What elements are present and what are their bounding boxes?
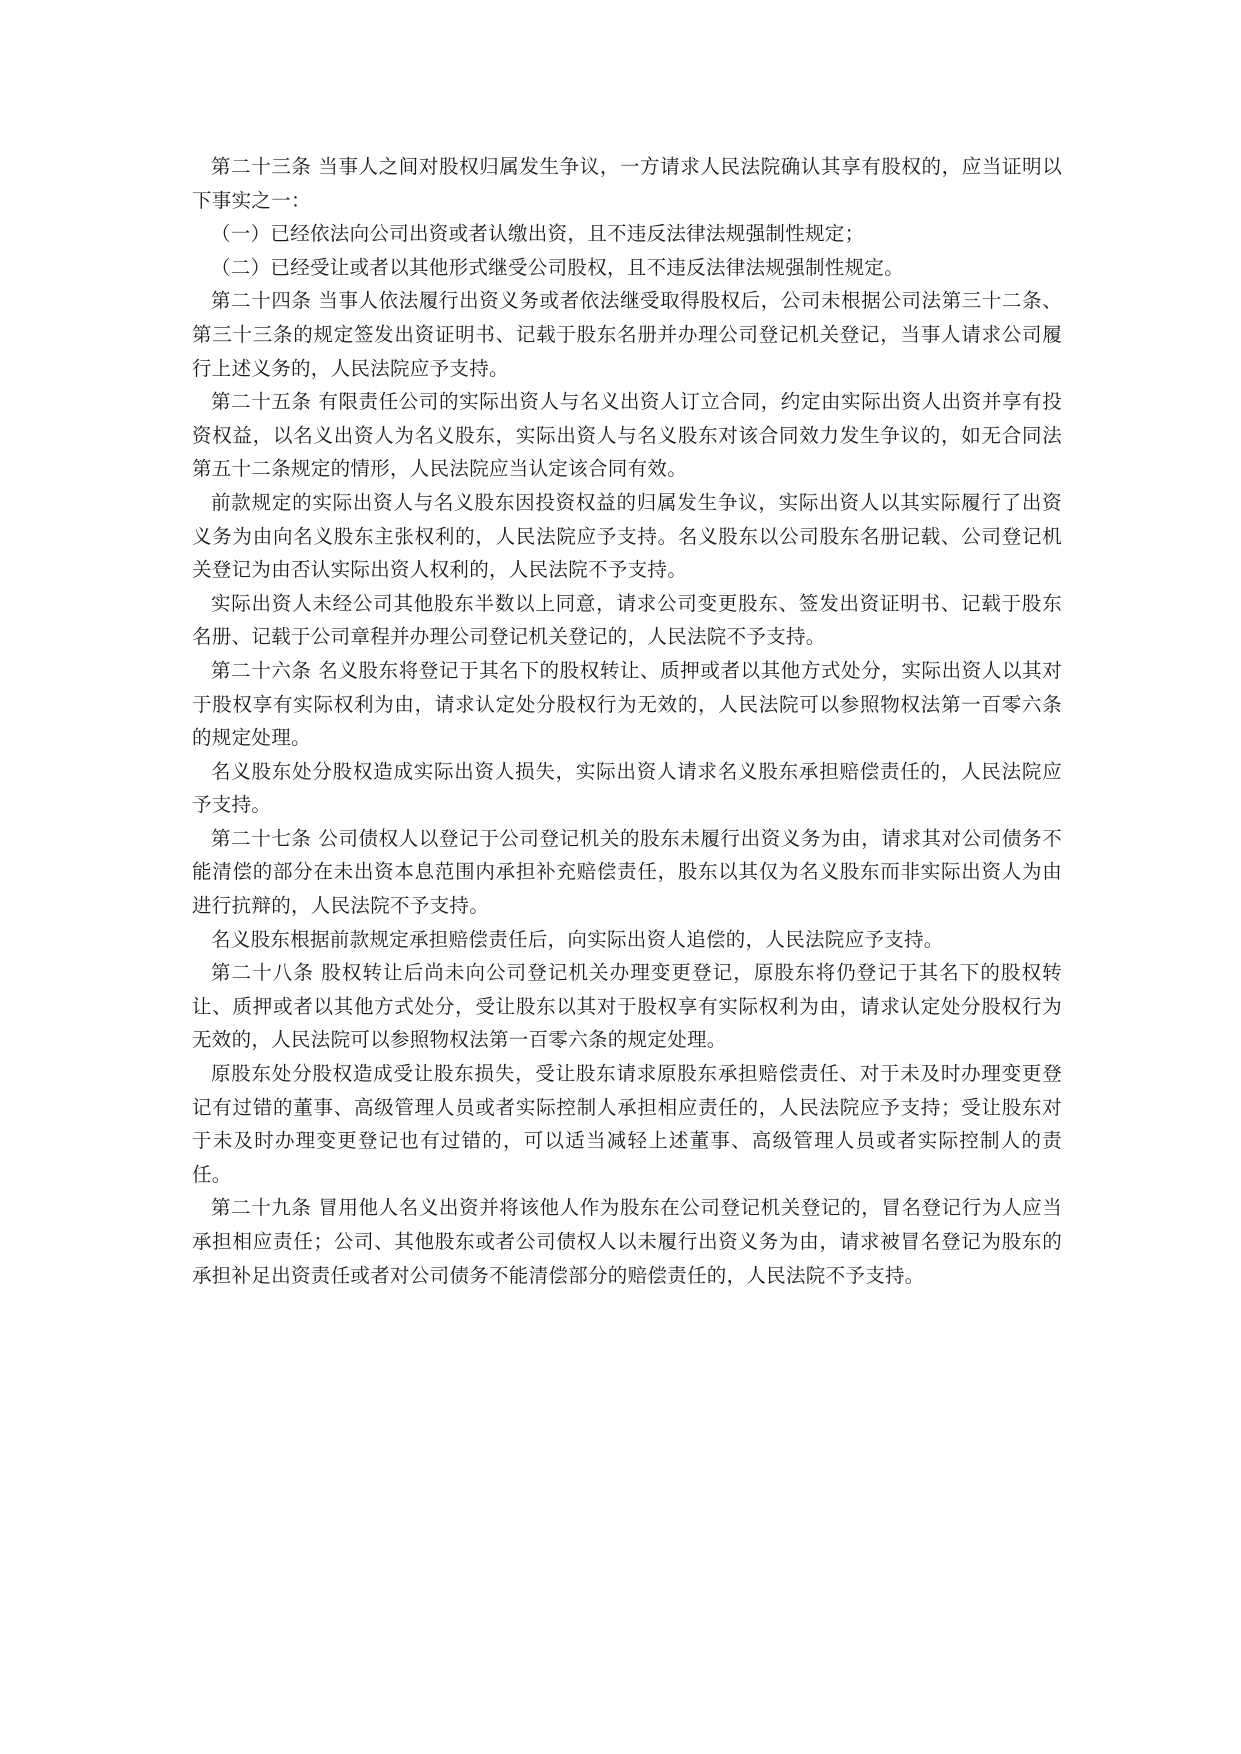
article-23-paragraph: 第二十三条 当事人之间对股权归属发生争议，一方请求人民法院确认其享有股权的，应当证明以下事实之一： [192,155,1062,212]
body-text [192,150,1062,1292]
article-28-paragraph: 第二十八条 股权转让后尚未向公司登记机关办理变更登记，原股东将仍登记于其名下的股权转让、质押或者以其他方式处分，受让股东以其对于股权享有实际权利为由，请求认定处分股权行为无效的，人民法院可以参照物权法第一百零六条的规定处理。 [192,961,1062,1052]
article-25-clause-3: 实际出资人未经公司其他股东半数以上同意，请求公司变更股东、签发出资证明书、记载于股东名册、记载于公司章程并办理公司登记机关登记的，人民法院不予支持。 [192,591,1062,649]
article-26-paragraph: 第二十六条 名义股东将登记于其名下的股权转让、质押或者以其他方式处分，实际出资人以其对于股权享有实际权利为由，请求认定处分股权行为无效的，人民法院可以参照物权法第一百零六条的规定处理。 [192,658,1062,750]
article-23-item-1: （一）已经依法向公司出资或者认缴出资，且不违反法律法规强制性规定； [211,222,865,246]
article-26-clause-2: 名义股东处分股权造成实际出资人损失，实际出资人请求名义股东承担赔偿责任的，人民法院应予支持。 [192,759,1062,817]
article-29-paragraph: 第二十九条 冒用他人名义出资并将该他人作为股东在公司登记机关登记的，冒名登记行为人应当承担相应责任；公司、其他股东或者公司债权人以未履行出资义务为由，请求被冒名登记为股东的承担补足出资责任或者对公司债务不能清偿部分的赔偿责任的，人民法院不予支持。 [192,1196,1062,1287]
article-27-clause-2: 名义股东根据前款规定承担赔偿责任后，向实际出资人追偿的，人民法院应予支持。 [211,927,944,951]
article-25-clause-2: 前款规定的实际出资人与名义股东因投资权益的归属发生争议，实际出资人以其实际履行了出资义务为由向名义股东主张权利的，人民法院应予支持。名义股东以公司股东名册记载、公司登记机关登记为由否认实际出资人权利的，人民法院不予支持。 [192,490,1062,582]
article-27-paragraph: 第二十七条 公司债权人以登记于公司登记机关的股东未履行出资义务为由，请求其对公司债务不能清偿的部分在未出资本息范围内承担补充赔偿责任，股东以其仅为名义股东而非实际出资人为由进行抗辩的，人民法院不予支持。 [192,826,1062,918]
article-24-paragraph: 第二十四条 当事人依法履行出资义务或者依法继受取得股权后，公司未根据公司法第三十二条、第三十三条的规定签发出资证明书、记载于股东名册并办理公司登记机关登记，当事人请求公司履行上述义务的，人民法院应予支持。 [192,289,1062,380]
article-25-paragraph: 第二十五条 有限责任公司的实际出资人与名义出资人订立合同，约定由实际出资人出资并享有投资权益，以名义出资人为名义股东，实际出资人与名义股东对该合同效力发生争议的，如无合同法第五十二条规定的情形，人民法院应当认定该合同有效。 [192,390,1062,481]
article-23-item-2: （二）已经受让或者以其他形式继受公司股权，且不违反法律法规强制性规定。 [211,255,905,279]
article-28-clause-2: 原股东处分股权造成受让股东损失，受让股东请求原股东承担赔偿责任、对于未及时办理变更登记有过错的董事、高级管理人员或者实际控制人承担相应责任的，人民法院应予支持；受让股东对于未及时办理变更登记也有过错的，可以适当减轻上述董事、高级管理人员或者实际控制人的责任。 [192,1062,1062,1186]
